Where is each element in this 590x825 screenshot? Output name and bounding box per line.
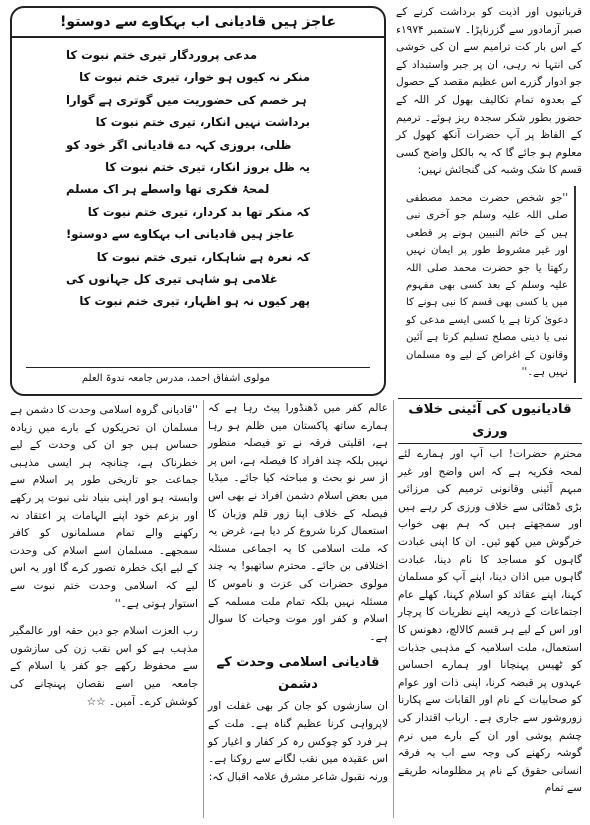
section-middle [208,400,388,786]
poem-line: مدعی پروردگار تیری ختم نبوت کا [66,48,258,62]
section-text: ان سازشوں کو جان کر بھی غفلت اور لاپرواہی کرنا عظیم گناہ ہے۔ ملت کے ہر فرد کو چوکس رہ کر کفار و اغیار کو اس عقیدہ میں نقب لگانے سے روکنا ہے۔ ورنہ نقبول شاعر مشرق علامہ اقبال کہ: [208,700,388,783]
poem-line: لمحۂ فکری تھا واسطے ہر اک مسلم [66,182,270,197]
poem-box [10,6,386,396]
column-divider [203,400,204,818]
poem-line: کہ نعرہ ہے شاہکار، تیری ختم نبوت کا [96,249,310,264]
poem-line: برداشت نہیں انکار، تیری ختم نبوت کا [95,115,310,130]
section-constitutional-violation [398,398,582,798]
constitution-quote: ''جو شخص حضرت محمد مصطفی صلی اللہ علیہ وسلم جو آخری نبی ہیں کے خاتم النبیین ہونے پر قطعی اور غیر مشروط طور پر ایمان نہیں رکھتا یا جو حضرت محمد صلی اللہ علیہ وسلم کے بعد کسی بھی مفہوم میں یا کسی بھی قسم کا نبی ہونے کا دعویٰ کرتا ہے یا کسی ایسے مدعی کو نبی یا دینی مصلح تسلیم کرتا ہے آئین وقانون کے اغراض کے لیے وہ مسلمان نہیں ہے۔'' [400,186,576,383]
poem-line: کہ منکر تھا بد کردار، تیری ختم نبوت کا [87,204,310,219]
poem-line: غلامی ہو شاہی تیری کل جہانوں کی [66,272,278,287]
intro-paragraph: قربانیوں اور اذیت کو برداشت کرنے کے صبر آزمادور سے گزرناپڑا۔ ۷ستمبر ۱۹۷۴ء کے اس بار کت ترامیم سے ان کی خوشی کی انتہا نہ رہی، ان پر جبر واستبداد کے جو ادوار گزرے اس عظیم مقصد کے حصول کے بعدوہ تمام تکالیف بھول کر اللہ کے حضور بطور شکر سجدہ ریز ہوئے۔ ترمیم کے الفاظ پر آپ حضرات آنکھ کھول کر معلوم ہو جائے گا کہ یہ بالکل واضح کسی قسم کا شک وشبہ کی گنجائش نہیں: [396,6,582,177]
section-heading: قادیانی اسلامی وحدت کے دشمن [216,655,380,693]
column-divider [393,400,394,818]
poem-title: عاجز ہیں قادیانی اب بہکاوے سے دوستو! [12,10,384,38]
poem-line: پھر کیوں نہ ہو اظہار، تیری ختم نبوت کا [79,294,310,309]
poem-line: منکر نہ کیوں ہو خوار، تیری ختم نبوت کا [79,70,310,85]
poem-line: ہر خصم کی حضوریت میں گوتری ہے گوارا [66,92,307,107]
closing-prayer: رب العزت اسلام جو دین حقہ اور عالمگیر مذہب ہے کو اس نقب زن کی سازشوں سے محفوظ رکھے جو کفر یا اسلام کے جامعہ میں اسے نقصان پہنچانے کی کوشش کرے۔ آمین۔ ☆☆ [10,625,198,708]
poem-line: عاجز ہیں قادیانی اب بہکاوے سے دوستو! [66,227,295,242]
poem-author: مولوی اشفاق احمد، مدرس جامعہ ندوۃ العلم [26,367,370,388]
section-heading: قادیانیوں کی آئینی خلاف ورزی [398,398,582,444]
section-left [10,402,198,711]
section-text: محترم حضرات! اب آپ اور ہمارے لئے لمحہ فکریہ ہے کہ اس واضح اور غیر مبہم آئینی وقانونی ترمیم کی مرزائی بڑی ڈھٹائی سے خلاف ورزی کر رہے ہیں اور سمجھتے ہیں کہ ہم بھی خواب خرگوش میں کھو ئیں۔ ان کا اپنی عبادت گاہوں کو مساجد کا نام دینا، عبادت گاہوں میں اذان دینا، اپنے آپ کو مسلمان کہنا، اپنے عقائد کو اسلام کہنا، کھلے عام اجتماعات کے ذریعہ اپنے نظریات کا پرچار اور اس کے لیے ہر قسم کالالچ، دھونس کا استعمال، ملت اسلامیہ کے مذہبی جذبات کو ٹھیس پہنچانا اور ہمارے احساس عہدوں پر قبضہ کرنا، اپنی ذات اور عوام کو صحابیات کے نام اور القابات سے پکارنا زوروشور سے جاری ہے۔ ارباب اقتدار کی چشم پوشی اور ان کے بارے میں نرم گوشہ رکھنے کی وجہ سے اب یہ فرقہ انسانی حقوق کے نام پر مظلومانہ طریقے سے تمام [398,448,582,795]
article-intro-column [396,4,582,383]
poem-lines [26,44,370,313]
section-text: ''قادیانی گروہ اسلامی وحدت کا دشمن ہے مسلمان ان تحریکوں کے بارے میں زیادہ حساس ہیں جو ان کی وحدت کے لیے خطرناک ہے، چنانچہ ہر ایسی مذہبی جماعت جو تاریخی طور پر اسلام سے وابستہ ہو اور اپنی بنیاد نئی نبوت پر رکھے اور بزعم خود اپنے الہامات پر اعتقاد نہ رکھنے والے تمام مسلمانوں کو کافر سمجھے۔ مسلمان اسے اسلام کی وحدت کے لیے ایک خطرہ تصور کرے گا اور یہ اس لیے کہ اسلامی وحدت ختم نبوت سے استوار ہوتی ہے۔'' [10,404,198,610]
poem-line: ظلی، بروزی کہہ دے قادیانی اگر خود کو [66,137,292,152]
poem-line: یہ ظل بروز انکار، تیری ختم نبوت کا [105,160,310,175]
section-text: عالم کفر میں ڈھنڈورا پیٹ رہا ہے کہ ہمارے ساتھ پاکستان میں ظلم ہو رہا ہے، اقلیتی فرقہ نے تو فیصلہ منظور نہیں بلکہ چند افراد کا فیصلہ ہے، اس پر از سر نو بحث و مباحثہ کیا جائے۔ میڈیا میں بعض اسلام دشمن افراد نے بھی اس فیصلہ کے خلاف اپنا زور قلم وزبان کا استعمال کرنا شروع کر دیا ہے، غرض یہ کہ ملت اسلامی کا یہ اجماعی مسئلہ اختلافی بن جائے۔ محترم ساتھیو! یہ چند مولوی حضرات کی عزت و ناموس کا مسئلہ نہیں بلکہ تمام ملت مسلمہ کے اسلام و کفر اور موت وحیات کا سوال ہے۔ [208,402,388,643]
